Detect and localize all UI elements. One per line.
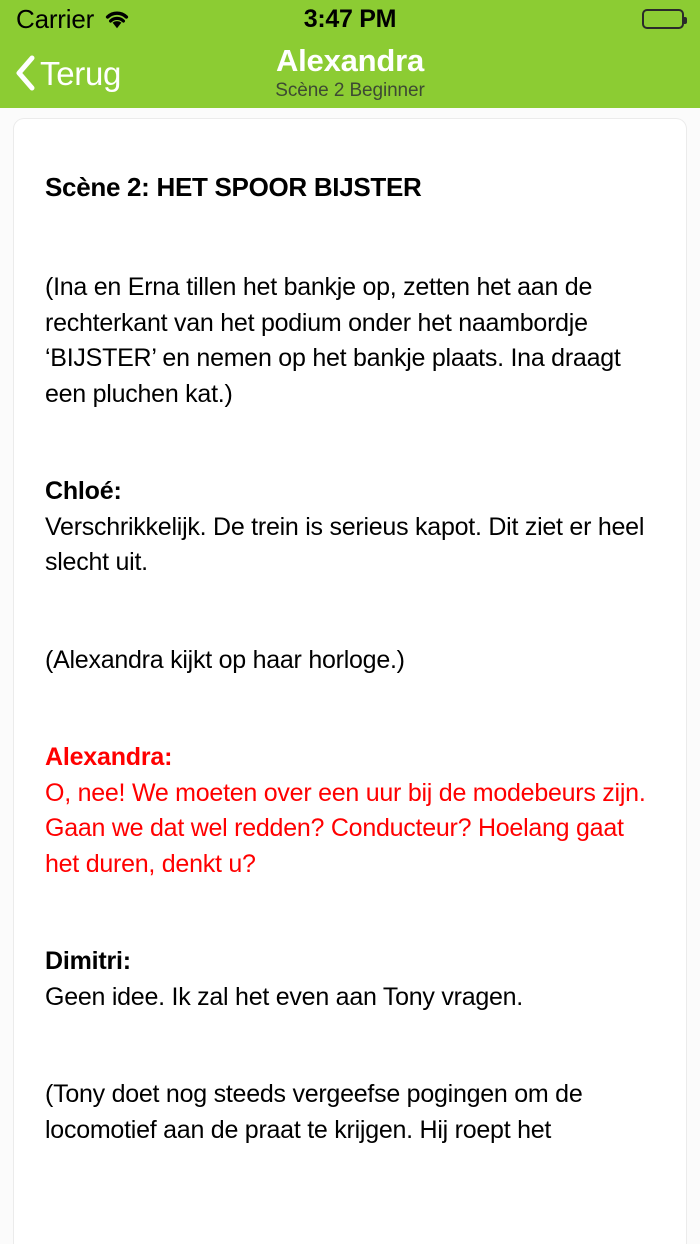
navigation-bar (0, 38, 700, 108)
content-area (0, 108, 700, 1244)
status-bar (0, 0, 700, 38)
stage-direction-text: (Tony doet nog steeds vergeefse pogingen om de locomotief aan de praat te krijgen. Hij roept het (45, 1080, 583, 1144)
spacer (45, 678, 655, 740)
stage-direction-text: (Alexandra kijkt op haar horloge.) (45, 645, 405, 674)
stage-direction-text: (Ina en Erna tillen het bankje op, zetten het aan de rechterkant van het podium onder het naambordje ‘BIJSTER’ en nemen op het bankje plaats. Ina draagt een pluchen kat.) (45, 273, 621, 408)
dialogue-block-alexandra (45, 740, 655, 882)
page-subtitle: Scène 2 Beginner (275, 79, 425, 101)
stage-direction-block (45, 270, 655, 412)
speaker-name: Chloé: (45, 477, 122, 506)
spacer (45, 1015, 655, 1077)
back-button-label: Terug (40, 54, 122, 92)
dialogue-text: Verschrikkelijk. De trein is serieus kapot. Dit ziet er heel slecht uit. (45, 512, 645, 577)
carrier-label: Carrier (16, 4, 95, 34)
dialogue-text: O, nee! We moeten over een uur bij de modebeurs zijn. Gaan we dat wel redden? Conducteur? Hoelang gaat het duren, denkt u? (45, 778, 646, 878)
speaker-name: Alexandra: (45, 743, 173, 772)
back-button[interactable] (14, 55, 121, 91)
script-card[interactable] (13, 118, 687, 1244)
stage-direction-block (45, 643, 655, 679)
scene-heading: Scène 2: HET SPOOR BIJSTER (45, 172, 422, 202)
page-title: Alexandra (275, 43, 425, 79)
spacer (45, 581, 655, 643)
dialogue-block-dimitri (45, 944, 655, 1015)
speaker-name: Dimitri: (45, 947, 131, 976)
spacer (45, 412, 655, 474)
dialogue-text: Geen idee. Ik zal het even aan Tony vragen. (45, 982, 524, 1011)
status-bar-left (16, 6, 130, 32)
chevron-left-icon (14, 55, 36, 91)
dialogue-block-chloe (45, 474, 655, 581)
wifi-icon (104, 9, 130, 29)
spacer (45, 882, 655, 944)
battery-full-icon (642, 9, 684, 29)
status-bar-right (642, 9, 684, 29)
stage-direction-block (45, 1077, 655, 1148)
status-bar-clock: 3:47 PM (303, 4, 397, 33)
script-scroll-body[interactable] (14, 119, 686, 1244)
spacer (45, 204, 655, 270)
